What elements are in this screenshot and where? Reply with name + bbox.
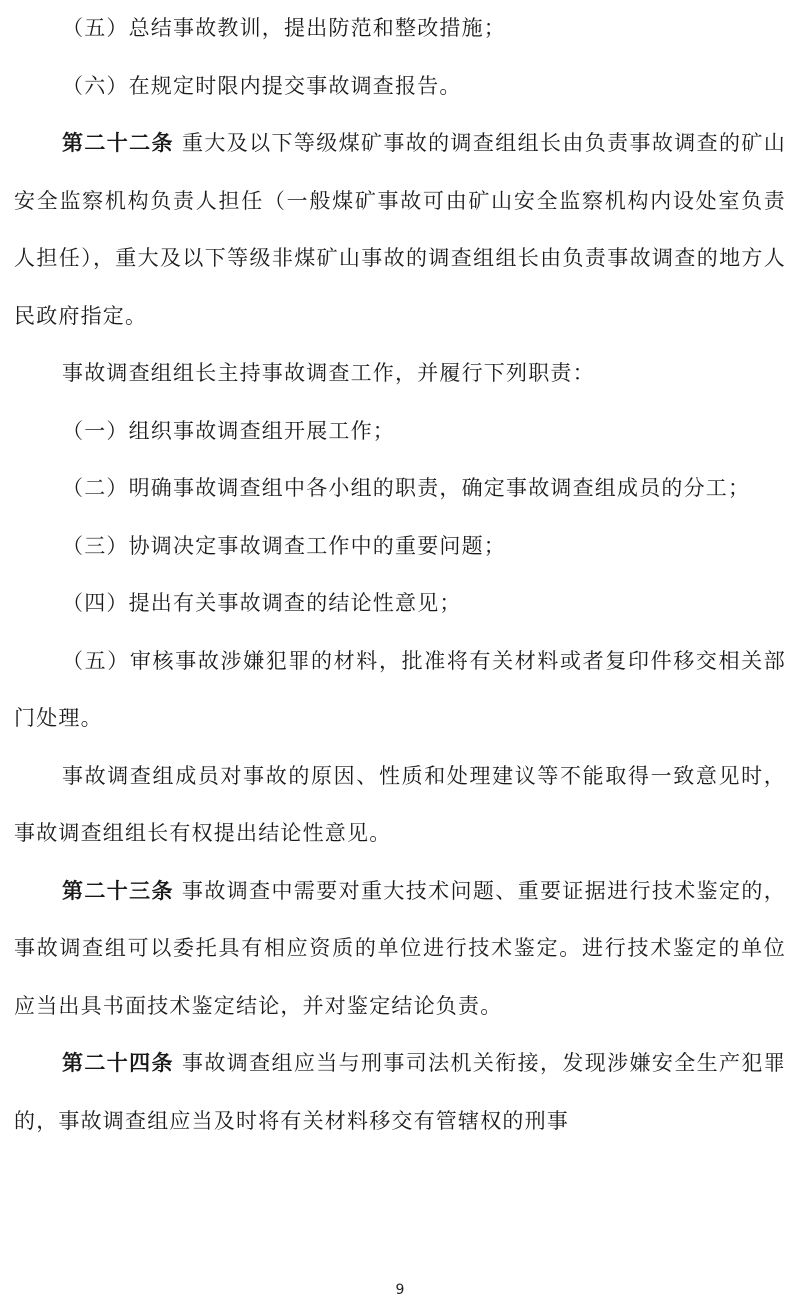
paragraph-text: （二）明确事故调查组中各小组的职责，确定事故调查组成员的分工； xyxy=(62,476,751,500)
paragraph-text: （一）组织事故调查组开展工作； xyxy=(62,418,395,443)
paragraph-duty-3 xyxy=(14,518,786,576)
paragraph-text: 重大及以下等级煤矿事故的调查组组长由负责事故调查的矿山安全监察机构负责人担任（一般煤矿事故可由矿山安全监察机构内设处室负责人担任），重大及以下等级非煤矿山事故的调查组组长由负责事故调查的地方人民政府指定。 xyxy=(14,131,787,328)
article-24-paragraph xyxy=(14,1035,786,1150)
paragraph-item-5 xyxy=(14,0,786,58)
paragraph-disagreement xyxy=(14,748,786,863)
paragraph-text: （四）提出有关事故调查的结论性意见； xyxy=(62,591,462,615)
paragraph-text: 事故调查组组长主持事故调查工作，并履行下列职责： xyxy=(62,361,595,385)
article-number: 第二十二条 xyxy=(62,131,174,155)
paragraph-text: （五）审核事故涉嫌犯罪的材料，批准将有关材料或者复印件移交相关部门处理。 xyxy=(14,648,786,730)
paragraph-text: 事故调查组成员对事故的原因、性质和处理建议等不能取得一致意见时，事故调查组组长有权提出结论性意见。 xyxy=(14,763,786,845)
page-number: 9 xyxy=(395,1282,405,1298)
article-number: 第二十三条 xyxy=(62,878,174,903)
paragraph-item-6 xyxy=(14,58,786,116)
paragraph-duty-1 xyxy=(14,403,786,461)
paragraph-duty-2 xyxy=(14,460,786,518)
article-number: 第二十四条 xyxy=(62,1051,174,1075)
paragraph-text: 事故调查中需要对重大技术问题、重要证据进行技术鉴定的，事故调查组可以委托具有相应资质的单位进行技术鉴定。进行技术鉴定的单位应当出具书面技术鉴定结论，并对鉴定结论负责。 xyxy=(14,878,787,1018)
paragraph-duties-intro xyxy=(14,345,786,403)
paragraph-text: （三）协调决定事故调查工作中的重要问题； xyxy=(62,533,506,558)
paragraph-text: （六）在规定时限内提交事故调查报告。 xyxy=(62,73,462,98)
body-text xyxy=(14,0,786,1150)
paragraph-duty-4 xyxy=(14,575,786,633)
article-23-paragraph xyxy=(14,863,786,1036)
paragraph-text: （五）总结事故教训，提出防范和整改措施； xyxy=(62,16,506,40)
paragraph-duty-5 xyxy=(14,633,786,748)
article-22-paragraph xyxy=(14,115,786,345)
paragraph-text: 事故调查组应当与刑事司法机关衔接，发现涉嫌安全生产犯罪的，事故调查组应当及时将有关材料移交有管辖权的刑事 xyxy=(14,1051,787,1133)
